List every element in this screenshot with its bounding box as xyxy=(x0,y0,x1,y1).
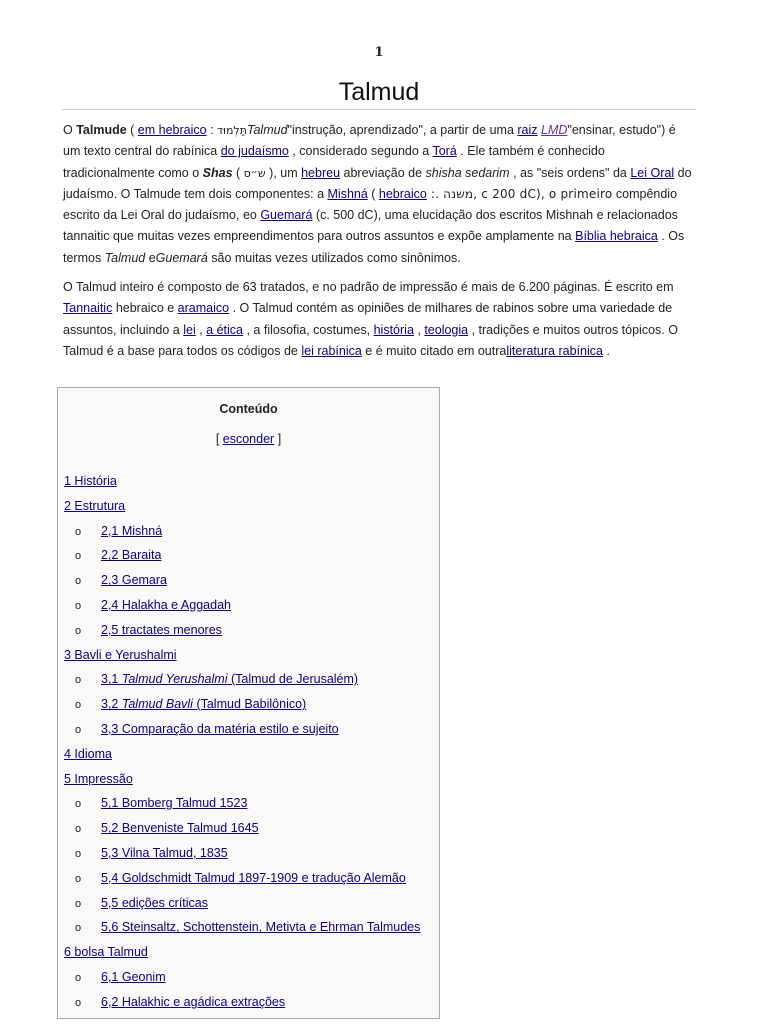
toc-link-goldschmidt[interactable]: 5,4 Goldschmidt Talmud 1897-1909 e tradução Alemão xyxy=(101,870,406,885)
toc-item-comparacao xyxy=(64,720,433,745)
toc-item-bavli xyxy=(64,695,433,720)
text: ( xyxy=(126,123,138,137)
text: , a filosofia, costumes, xyxy=(243,322,374,337)
text: compêndio escrito da Lei Oral do judaísmo, eo xyxy=(63,186,678,223)
text: . xyxy=(602,343,610,358)
text: do judaísmo. O Talmude tem dois componentes: a xyxy=(63,165,692,201)
toc-link-steinsaltz[interactable]: 5,6 Steinsaltz, Schottenstein, Metivta e Ehrman Talmudes xyxy=(101,920,421,935)
text: . O Talmud contém as opiniões de milhares de rabinos sobre uma variedade de assuntos, incluindo a xyxy=(63,301,673,337)
toc-link-yerushalmi[interactable] xyxy=(101,672,358,686)
toc-num: 3,2 xyxy=(101,697,122,712)
term-shisha-sedarim: shisha sedarim xyxy=(425,165,510,180)
toc-item-vilna xyxy=(64,844,433,869)
text: hebraico e xyxy=(112,301,178,316)
toc-item-impressao xyxy=(64,770,433,795)
toc-link-edicoes-criticas[interactable]: 5,5 edições críticas xyxy=(101,895,208,910)
page-number: 1 xyxy=(374,45,384,60)
link-a-etica[interactable]: a ética xyxy=(206,322,243,337)
toc-link-historia[interactable]: 1 História xyxy=(64,474,117,488)
page-title: Talmud xyxy=(62,78,696,110)
text: abreviação de xyxy=(340,165,426,180)
text: , considerado segundo a xyxy=(288,144,433,159)
toc-rest: (Talmud Babilônico) xyxy=(192,697,307,712)
toc-item-geonim xyxy=(64,968,433,993)
text: são muitas vezes utilizados como sinônimos. xyxy=(207,250,461,265)
toc-hide-control xyxy=(58,432,439,446)
link-lmd[interactable] xyxy=(541,123,567,137)
toc-link-mishna[interactable]: 2,1 Mishná xyxy=(101,523,163,538)
toc-item-steinsaltz xyxy=(64,918,433,943)
text: , xyxy=(413,322,425,337)
bullet-icon: o xyxy=(75,823,82,836)
term-shas: Shas xyxy=(202,165,233,180)
text: O Talmud inteiro é composto de 63 tratados, e no padrão de impressão é mais de 6.200 páginas. É escrito em xyxy=(63,280,674,294)
toc-item-yerushalmi xyxy=(64,670,433,695)
toc-link-baraita[interactable]: 2,2 Baraita xyxy=(101,548,162,563)
toc-item-estrutura xyxy=(64,497,433,522)
toc-hide-link[interactable]: esconder xyxy=(222,432,275,446)
toc-rest: (Talmud de Jerusalém) xyxy=(227,672,359,687)
table-of-contents xyxy=(57,387,440,1019)
toc-item-bolsa-talmud xyxy=(64,943,433,968)
toc-link-bavli[interactable] xyxy=(101,697,306,711)
text: ), um xyxy=(265,165,302,180)
link-historia[interactable]: história xyxy=(373,322,414,337)
term-talmud: Talmud xyxy=(104,250,146,265)
link-literatura-rabinica[interactable]: literatura rabínica xyxy=(506,343,603,358)
toc-item-bomberg xyxy=(64,794,433,819)
link-lei-rabinica[interactable]: lei rabínica xyxy=(301,343,362,358)
text: : xyxy=(206,123,218,137)
toc-num: 3,1 xyxy=(101,672,122,687)
link-teologia[interactable]: teologia xyxy=(424,322,469,337)
toc-link-benveniste[interactable]: 5,2 Benveniste Talmud 1645 xyxy=(101,821,259,836)
toc-item-halakha xyxy=(64,596,433,621)
intro-paragraph xyxy=(63,120,695,269)
link-tannaitic[interactable]: Tannaitic xyxy=(63,301,113,316)
text: . Ele também é conhecido tradicionalmente como o xyxy=(63,144,605,180)
text: , tradições e muitos outros tópicos. O Talmud é a base para todos os códigos de xyxy=(63,322,678,358)
toc-link-vilna[interactable]: 5,3 Vilna Talmud, 1835 xyxy=(101,845,228,860)
bullet-icon: o xyxy=(75,599,82,612)
toc-link-halakhic[interactable]: 6,2 Halakhic e agádica extrações xyxy=(101,994,286,1009)
link-lei-oral[interactable]: Lei Oral xyxy=(630,165,675,180)
toc-link-bolsa-talmud[interactable]: 6 bolsa Talmud xyxy=(64,945,148,960)
hebrew-talmud: תַּלְמוּד xyxy=(217,124,247,137)
toc-link-bomberg[interactable]: 5,1 Bomberg Talmud 1523 xyxy=(101,796,248,811)
text: "ensinar, estudo") é um texto central do rabínica xyxy=(63,123,676,159)
toc-italic: Talmud Yerushalmi xyxy=(121,672,228,687)
bullet-icon: o xyxy=(75,922,82,935)
link-lmd-text: LMD xyxy=(541,123,568,137)
toc-link-impressao[interactable]: 5 Impressão xyxy=(64,771,133,786)
link-hebraico[interactable]: hebraico xyxy=(378,186,427,201)
text: , xyxy=(195,322,207,337)
text: O xyxy=(63,123,77,137)
link-lei[interactable]: lei xyxy=(183,322,196,337)
toc-item-halakhic xyxy=(64,993,433,1018)
hebrew-shas: ש״ס xyxy=(243,166,266,180)
text: :. משנה, c 200 dC), o primeiro xyxy=(426,186,613,201)
bullet-icon: o xyxy=(75,550,82,563)
toc-item-mishna xyxy=(64,522,433,547)
bullet-icon: o xyxy=(75,798,82,811)
toc-link-gemara[interactable]: 2,3 Gemara xyxy=(101,573,168,588)
bullet-icon: o xyxy=(75,971,82,984)
toc-item-goldschmidt xyxy=(64,869,433,894)
bullet-icon: o xyxy=(75,525,82,538)
link-aramaico[interactable]: aramaico xyxy=(177,301,230,316)
text: (c. 500 dC), uma elucidação dos escritos Mishnah e relacionados tannaitic que muitas vezes empreendimentos para outros assuntos e expõe amplamente na xyxy=(63,208,678,244)
bracket: ] xyxy=(274,432,282,446)
toc-item-tractates xyxy=(64,621,433,646)
toc-link-tractates[interactable]: 2,5 tractates menores xyxy=(101,622,222,637)
bullet-icon: o xyxy=(75,674,82,687)
link-biblia-hebraica[interactable]: Bíblia hebraica xyxy=(575,229,658,244)
link-em-hebraico[interactable]: em hebraico xyxy=(137,123,207,137)
term-talmude: Talmude xyxy=(76,123,127,137)
link-mishna[interactable]: Mishná xyxy=(327,186,368,201)
link-guemara[interactable]: Guemará xyxy=(260,208,313,223)
text: . Os termos xyxy=(63,229,685,265)
text: "instrução, aprendizado", a partir de uma xyxy=(287,123,518,137)
toc-list xyxy=(64,472,433,1018)
link-raiz[interactable]: raiz xyxy=(517,123,538,137)
bracket: [ xyxy=(215,432,223,446)
text: ( xyxy=(367,186,379,201)
toc-link-comparacao[interactable]: 3,3 Comparação da matéria estilo e sujeito xyxy=(101,721,339,736)
link-hebreu[interactable]: hebreu xyxy=(301,165,341,180)
term-guemara: Guemará xyxy=(155,250,208,265)
toc-item-historia xyxy=(64,472,433,497)
toc-item-benveniste xyxy=(64,819,433,844)
bullet-icon: o xyxy=(75,723,82,736)
bullet-icon: o xyxy=(75,847,82,860)
toc-link-geonim[interactable]: 6,1 Geonim xyxy=(101,969,166,984)
link-do-judaismo[interactable]: do judaísmo xyxy=(220,144,289,159)
text: ( xyxy=(232,165,244,180)
toc-link-bavli-yerushalmi[interactable]: 3 Bavli e Yerushalmi xyxy=(64,647,177,662)
toc-item-idioma xyxy=(64,745,433,770)
bullet-icon: o xyxy=(75,624,82,637)
toc-link-idioma[interactable]: 4 Idioma xyxy=(64,746,112,761)
toc-italic: Talmud Bavli xyxy=(121,697,193,712)
text: e é muito citado em outra xyxy=(361,343,507,358)
toc-item-bavli-yerushalmi xyxy=(64,646,433,671)
bullet-icon: o xyxy=(75,897,82,910)
toc-item-baraita xyxy=(64,546,433,571)
toc-title: Conteúdo xyxy=(219,402,278,416)
text: , as "seis ordens" da xyxy=(509,165,631,180)
link-tora[interactable]: Torá xyxy=(432,144,457,159)
bullet-icon: o xyxy=(75,996,82,1009)
text: e xyxy=(145,250,156,265)
toc-link-halakha[interactable]: 2,4 Halakha e Aggadah xyxy=(101,597,231,612)
term-talmud: Talmud xyxy=(246,123,288,137)
bullet-icon: o xyxy=(75,575,82,588)
toc-link-estrutura[interactable]: 2 Estrutura xyxy=(64,498,126,513)
toc-item-edicoes-criticas xyxy=(64,894,433,919)
bullet-icon: o xyxy=(75,872,82,885)
bullet-icon: o xyxy=(75,699,82,712)
second-paragraph xyxy=(63,277,695,362)
toc-item-gemara xyxy=(64,571,433,596)
